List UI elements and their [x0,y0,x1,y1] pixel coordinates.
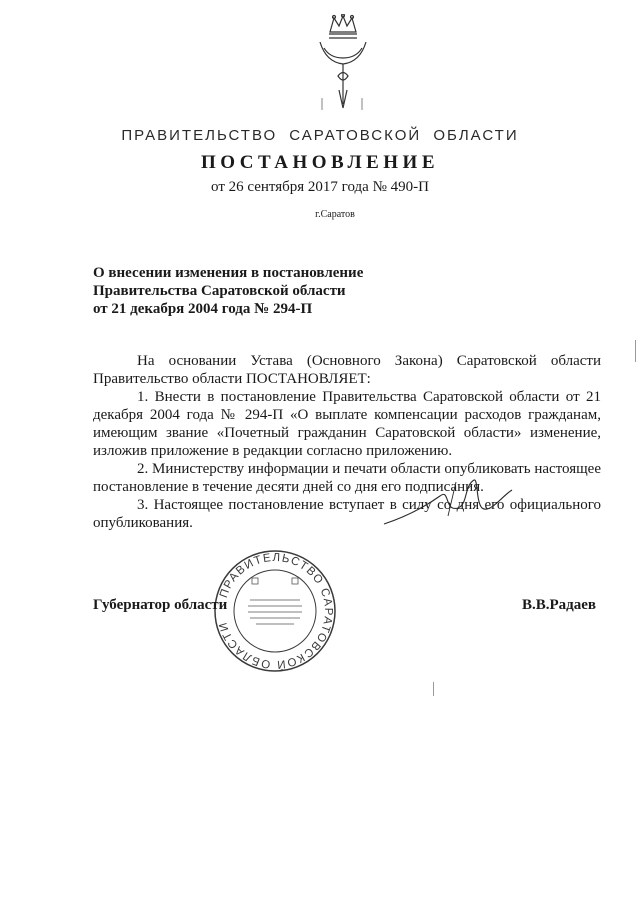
document-subject [93,264,413,318]
official-seal [212,548,338,674]
body-paragraph: 1. Внести в постановление Правительства Саратовской области от 21 декабря 2004 года № 294-П «О выплате компенсации расходов гражданам, имеющим звание «Почетный гражданин Саратовской области» изменение, изложив приложение в редакции согласно приложению. [93,389,601,459]
date-and-number: от 26 сентября 2017 года № 490-П [211,179,429,195]
government-name: ПРАВИТЕЛЬСТВО САРАТОВСКОЙ ОБЛАСТИ [121,127,519,144]
body-paragraph: 3. Настоящее постановление вступает в силу со дня его официального опубликования. [93,497,601,531]
handwritten-signature [378,472,558,532]
body-paragraph: На основании Устава (Основного Закона) Саратовской области Правительство области ПОСТАНОВЛЯЕТ: [93,353,601,387]
document-type: ПОСТАНОВЛЕНИЕ [200,152,440,173]
signatory-position: Губернатор области [93,597,228,613]
body-paragraph: 2. Министерству информации и печати области опубликовать настоящее постановление в течение десяти дней со дня его подписания. [93,461,601,495]
scan-mark [433,682,434,696]
city-line [0,209,640,220]
scan-mark [635,340,636,362]
subject-line: О внесении изменения в постановление [93,265,364,281]
subject-line: от 21 декабря 2004 года № 294-П [93,301,313,317]
city-name: г.Саратов [315,209,355,220]
subject-line: Правительства Саратовской области [93,283,346,299]
seal-text: ПРАВИТЕЛЬСТВО САРАТОВСКОЙ ОБЛАСТИ [217,551,335,671]
coat-of-arms-emblem [312,14,374,114]
signatory-name: В.В.Радаев [522,597,597,613]
